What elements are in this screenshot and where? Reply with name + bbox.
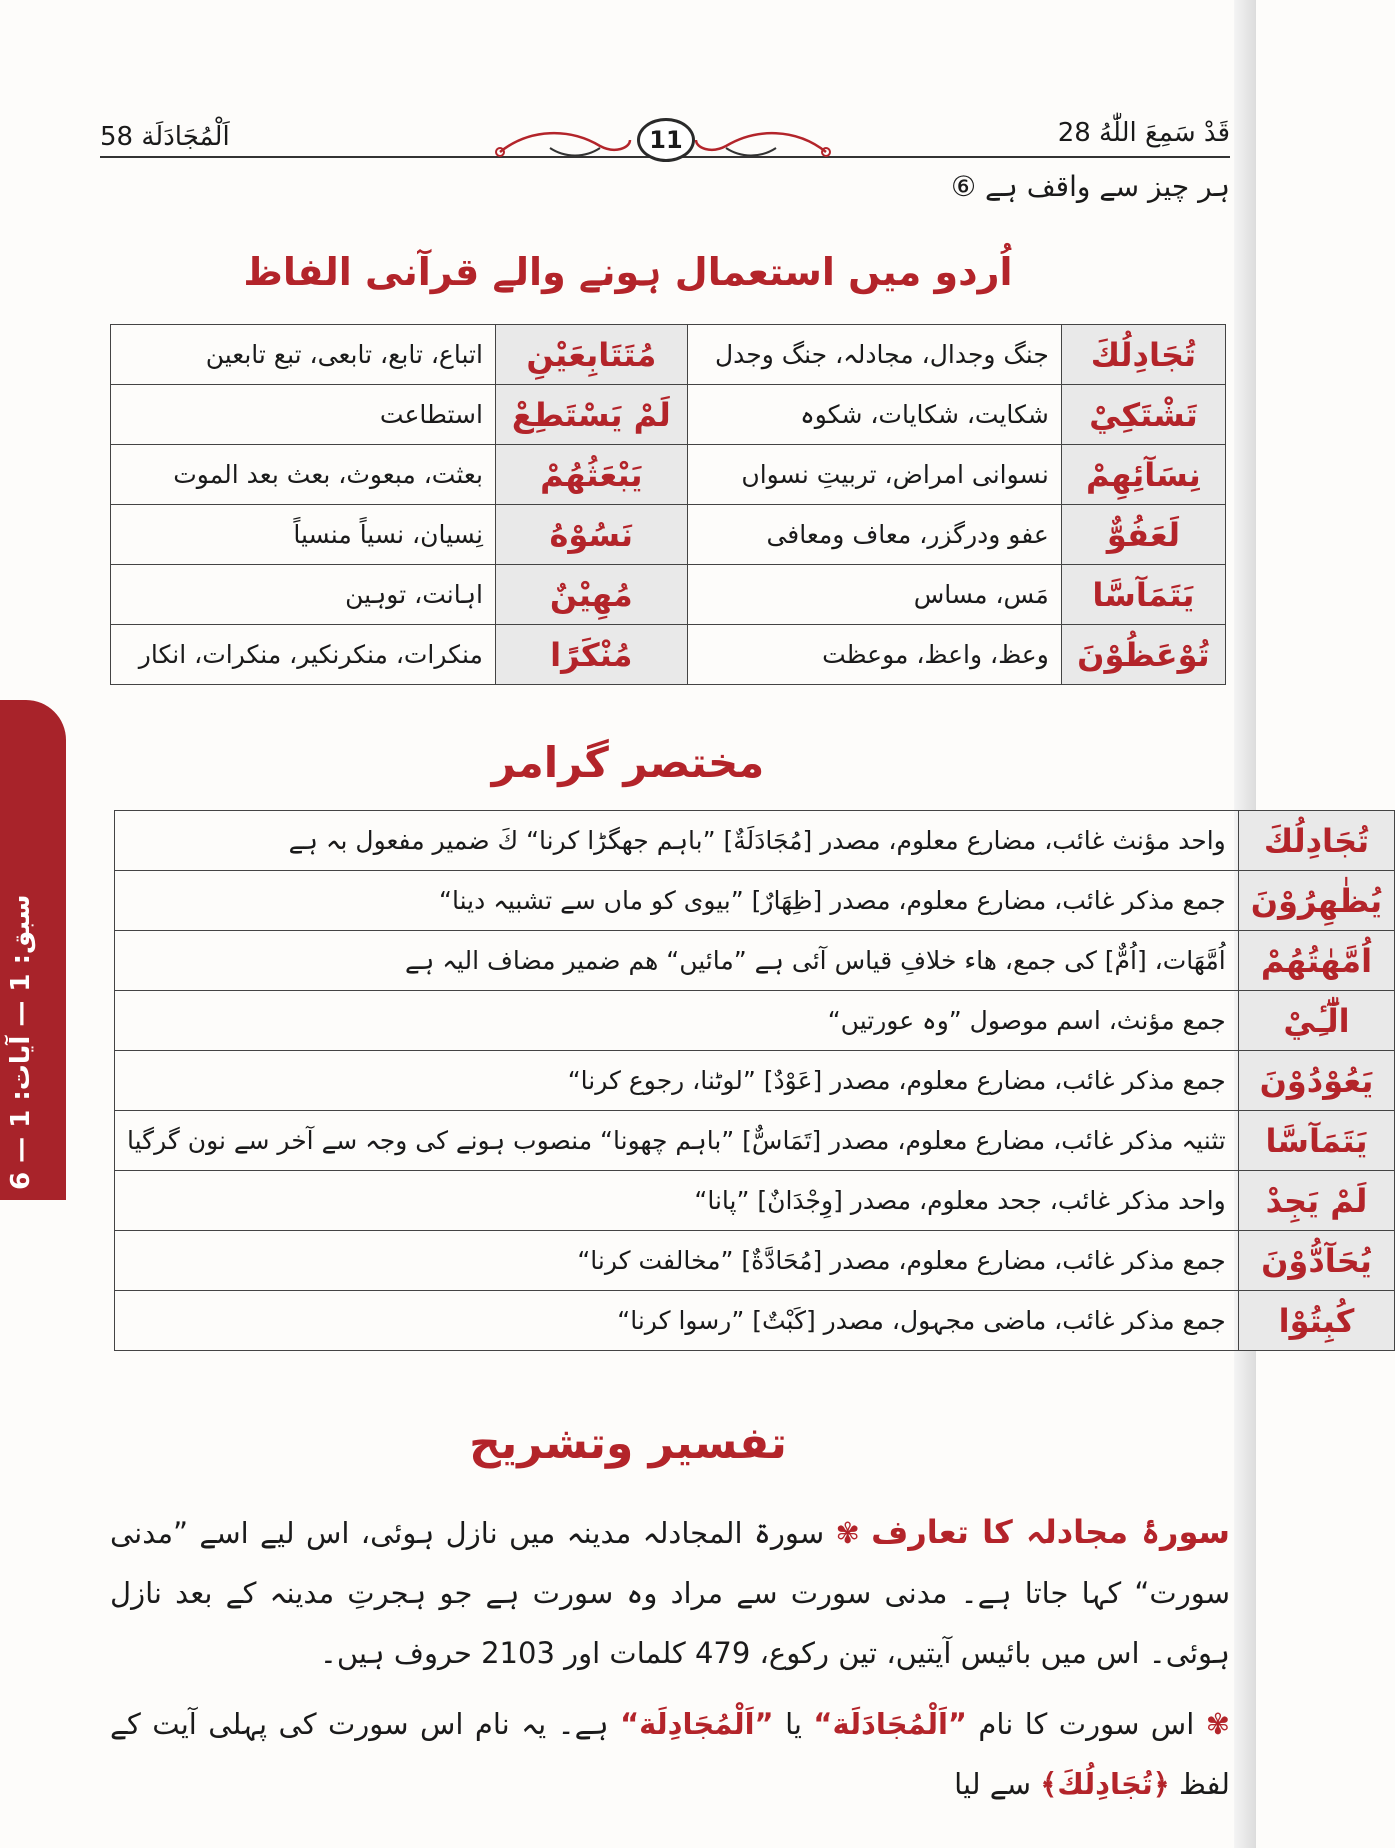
grammar-description: جمع مذکر غائب، مضارع معلوم، مصدر [ظِهَارٌ] ”بیوی کو ماں سے تشبیہ دینا“	[115, 871, 1239, 931]
quranic-word: لَعَفُوٌّ	[1061, 505, 1225, 565]
quranic-word: لَمْ يَسْتَطِعْ	[495, 385, 687, 445]
section-title-tafseer: تفسیر وتشریح	[469, 1418, 787, 1469]
urdu-derivatives: اہانت، توہین	[111, 565, 496, 625]
section-title-grammar: مختصر گرامر	[491, 738, 765, 787]
grammar-word: يَعُوْدُوْنَ	[1238, 1051, 1394, 1111]
page-number: 11	[637, 118, 695, 162]
words-table-row	[111, 625, 1226, 685]
grammar-description: جمع مذکر غائب، مضارع معلوم، مصدر [مُحَادَّةٌ] ”مخالفت کرنا“	[115, 1231, 1239, 1291]
name-text-2: ہے۔ یہ نام اس سورت کی پہلی آیت کے لفظ	[110, 1707, 1230, 1801]
header-surah-name: اَلْمُجَادَلَة 58	[100, 122, 230, 152]
grammar-table	[114, 810, 1395, 1351]
grammar-table-row	[115, 991, 1395, 1051]
urdu-derivatives: نسوانی امراض، تربیتِ نسواں	[687, 445, 1061, 505]
urdu-derivatives: مَس، مساس	[687, 565, 1061, 625]
quranic-word: نَسُوْهُ	[495, 505, 687, 565]
grammar-word: اُمَّهٰتُهُمْ	[1238, 931, 1394, 991]
quranic-word: يَتَمَآسَّا	[1061, 565, 1225, 625]
grammar-table-row	[115, 1111, 1395, 1171]
grammar-word: تُجَادِلُكَ	[1238, 811, 1394, 871]
grammar-table-row	[115, 811, 1395, 871]
grammar-table-row	[115, 931, 1395, 991]
grammar-table-row	[115, 1231, 1395, 1291]
urdu-derivatives: عفو ودرگزر، معاف ومعافی	[687, 505, 1061, 565]
name-paragraph	[110, 1694, 1230, 1814]
urdu-derivatives: جنگ وجدال، مجادلہ، جنگ وجدل	[687, 325, 1061, 385]
grammar-description: تثنیہ مذکر غائب، مضارع معلوم، مصدر [تَمَاسٌّ] ”باہم چھونا“ منصوب ہونے کی وجہ سے آخر سے نون گرگیا	[115, 1111, 1239, 1171]
urdu-derivatives: اتباع، تابع، تابعی، تبع تابعین	[111, 325, 496, 385]
name-a: ”اَلْمُجَادَلَة“	[813, 1707, 967, 1741]
grammar-table-row	[115, 871, 1395, 931]
grammar-description: جمع مؤنث، اسم موصول ”وہ عورتیں“	[115, 991, 1239, 1051]
flower-bullet-icon: ✾	[1194, 1707, 1230, 1741]
words-table-row	[111, 505, 1226, 565]
quranic-word: يَبْعَثُهُمْ	[495, 445, 687, 505]
words-table-row	[111, 445, 1226, 505]
grammar-description: واحد مؤنث غائب، مضارع معلوم، مصدر [مُجَادَلَةٌ] ”باہم جھگڑا کرنا“ كَ ضمیر مفعول بہ ہے	[115, 811, 1239, 871]
urdu-derivatives: نِسیان، نسیاً منسیاً	[111, 505, 496, 565]
grammar-word: يُحَآدُّوْنَ	[1238, 1231, 1394, 1291]
grammar-table-row	[115, 1051, 1395, 1111]
grammar-word: يَتَمَآسَّا	[1238, 1111, 1394, 1171]
grammar-table-row	[115, 1291, 1395, 1351]
name-b: ”اَلْمُجَادِلَة“	[620, 1707, 774, 1741]
urdu-derivatives: بعثت، مبعوث، بعث بعد الموت	[111, 445, 496, 505]
grammar-description: جمع مذکر غائب، ماضی مجہول، مصدر [كَبْتٌ] ”رسوا کرنا“	[115, 1291, 1239, 1351]
grammar-word: يُظٰهِرُوْنَ	[1238, 871, 1394, 931]
words-table-row	[111, 385, 1226, 445]
quranic-word: مُهِيْنٌ	[495, 565, 687, 625]
urdu-derivatives: وعظ، واعظ، موعظت	[687, 625, 1061, 685]
quranic-word: مُتَتَابِعَيْنِ	[495, 325, 687, 385]
quranic-words-table	[110, 324, 1226, 685]
intro-paragraph	[110, 1502, 1230, 1683]
urdu-derivatives: منکرات، منکرنکیر، منکرات، انکار	[111, 625, 496, 685]
section-title-quranic-words: اُردو میں استعمال ہونے والے قرآنی الفاظ	[243, 250, 1013, 294]
name-or: یا	[785, 1707, 802, 1741]
urdu-derivatives: استطاعت	[111, 385, 496, 445]
intro-text: سورۃ المجادلہ مدینہ میں نازل ہوئی، اس لیے اسے ”مدنی سورت“ کہا جاتا ہے۔ مدنی سورت سے مراد وہ سورت ہے جو ہجرتِ مدینہ کے بعد نازل ہوئی۔ اس میں بائیس آیتیں، تین رکوع، 479 کلمات اور 2103 حروف ہیں۔	[110, 1516, 1230, 1670]
grammar-table-row	[115, 1171, 1395, 1231]
name-text-1: اس سورت کا نام	[978, 1707, 1195, 1741]
urdu-derivatives: شکایت، شکایات، شکوہ	[687, 385, 1061, 445]
header-juz-name: قَدْ سَمِعَ اللّٰهُ 28	[1057, 118, 1230, 148]
quranic-word: تُوْعَظُوْنَ	[1061, 625, 1225, 685]
intro-heading: سورۂ مجادلہ کا تعارف	[871, 1513, 1231, 1551]
quranic-word: مُنْكَرًا	[495, 625, 687, 685]
flower-bullet-icon: ✾	[824, 1516, 860, 1550]
quranic-word: تُجَادِلُكَ	[1061, 325, 1225, 385]
intro-line: ہر چیز سے واقف ہے ⑥	[950, 170, 1230, 203]
words-table-row	[111, 325, 1226, 385]
quranic-word: تَشْتَكِيْ	[1061, 385, 1225, 445]
grammar-word: كُبِتُوْا	[1238, 1291, 1394, 1351]
grammar-description: اُمَّهَات، [اُمٌّ] کی جمع، ھاء خلافِ قیاس آئی ہے ”مائیں“ ھم ضمیر مضاف الیہ ہے	[115, 931, 1239, 991]
lesson-side-tab-label: سبق: 1 — آیات: 1 — 6	[6, 894, 36, 1190]
quranic-word: نِسَآئِهِمْ	[1061, 445, 1225, 505]
grammar-word: الّٰٓـِٔيْ	[1238, 991, 1394, 1051]
name-text-3: سے لیا	[954, 1767, 1032, 1801]
grammar-description: واحد مذکر غائب، جحد معلوم، مصدر [وِجْدَانٌ] ”پانا“	[115, 1171, 1239, 1231]
name-word: ﴿تُجَادِلُكَ﴾	[1040, 1767, 1170, 1801]
grammar-description: جمع مذکر غائب، مضارع معلوم، مصدر [عَوْدٌ] ”لوٹنا، رجوع کرنا“	[115, 1051, 1239, 1111]
grammar-word: لَمْ يَجِدْ	[1238, 1171, 1394, 1231]
words-table-row	[111, 565, 1226, 625]
